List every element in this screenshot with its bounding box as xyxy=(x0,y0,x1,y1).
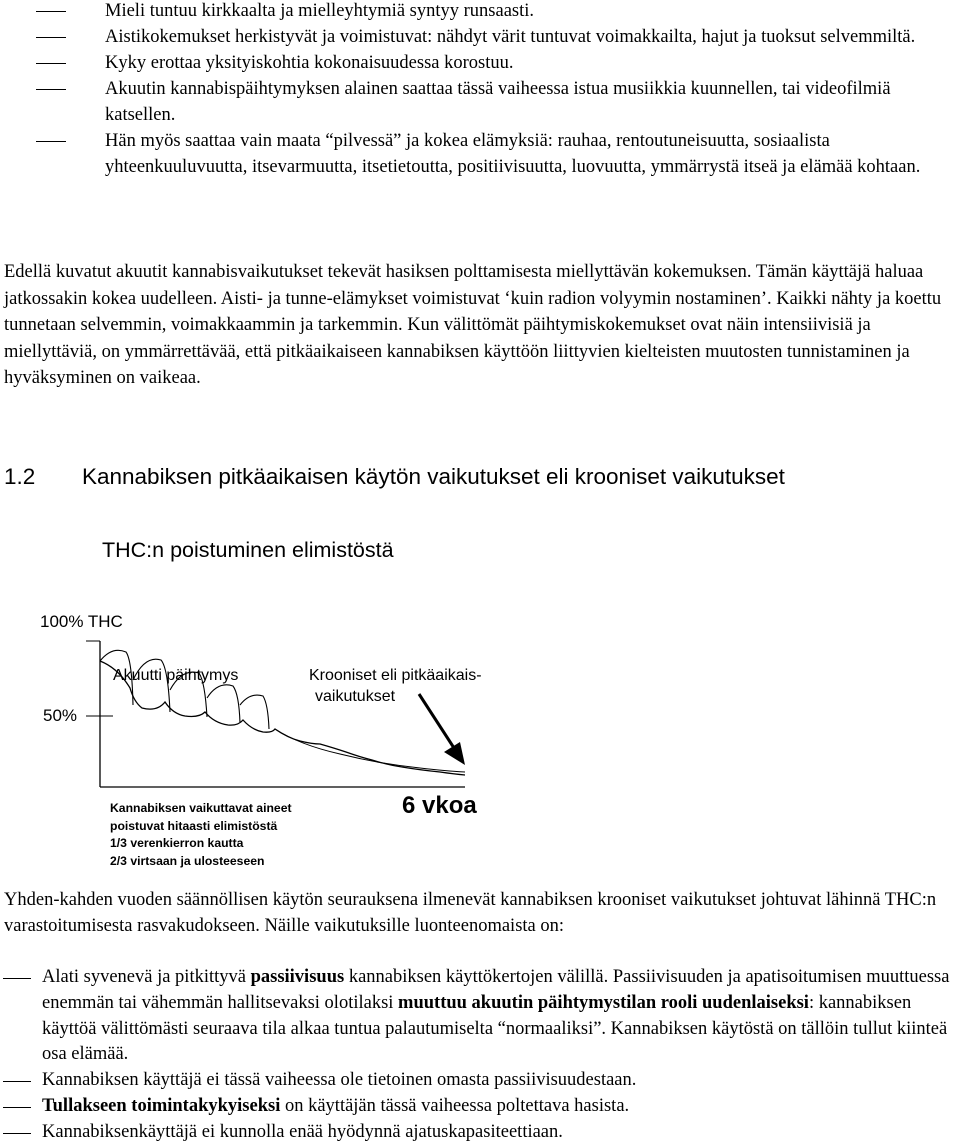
list-item xyxy=(0,1068,950,1094)
list-item-text: Aistikokemukset herkistyvät ja voimistuvat: nähdyt värit tuntuvat voimakkailta, hajut ja tuoksut selvemmiltä. xyxy=(105,27,916,47)
dash-bullet-icon xyxy=(3,1107,31,1108)
list-item xyxy=(0,76,950,128)
paragraph-acute-effects: Edellä kuvatut akuutit kannabisvaikutukset tekevät hasiksen polttamisesta miellyttävän kokemuksen. Tämän käyttäjä haluaa jatkossakin kokea uudelleen. Aisti- ja tunne-elämykset voimistuvat ‘kuin radion volyymin nostaminen’. Kaikki nähty ja koettu tunnetaan selvemmin, voimakkaammin ja tarkemmin. Kun välittömät päihtymiskokemukset ovat näin intensiivisiä ja miellyttäviä, on ymmärrettävää, että pitkäaikaiseen kannabiksen käyttöön liittyvien kielteisten muutosten tunnistaminen ja hyväksyminen on vaikeaa. xyxy=(4,262,942,388)
figure-title: THC:n poistuminen elimistöstä xyxy=(102,538,394,562)
dash-bullet-icon xyxy=(36,63,66,64)
list-item xyxy=(0,50,950,76)
dose-arc xyxy=(240,695,269,729)
dash-bullet-icon xyxy=(36,141,66,142)
list-item-text: Mieli tuntuu kirkkaalta ja mielleyhtymiä syntyy runsaasti. xyxy=(105,1,535,21)
label-50-percent: 50% xyxy=(43,706,78,725)
label-100-percent: 100% THC xyxy=(40,612,123,631)
list-item xyxy=(0,0,950,24)
list-item xyxy=(0,128,950,180)
list-item-text: Kyky erottaa yksityiskohtia kokonaisuudessa korostuu. xyxy=(105,53,514,73)
label-chronic-line1: Krooniset eli pitkäaikais- xyxy=(309,667,482,684)
list-item-text: kannabiksen käyttökertojen välillä. Passiivisuuden ja apatisoitumisen muuttuessa enemmän tai vähemmän hallitsevaksi olotilaksi xyxy=(42,967,950,1013)
chronic-effects-list xyxy=(0,965,950,1146)
figure-notes xyxy=(110,800,292,870)
list-item xyxy=(0,1120,950,1146)
list-item-text: Alati syvenevä ja pitkittyvä xyxy=(42,967,251,987)
effects-list xyxy=(0,0,950,180)
label-chronic-line2: vaikutukset xyxy=(315,688,396,705)
section-title: Kannabiksen pitkäaikaisen käytön vaikutukset eli krooniset vaikutukset xyxy=(82,464,785,489)
list-item-text: Hän myös saattaa vain maata “pilvessä” ja kokea elämyksiä: rauhaa, rentoutuneisuutta, sosiaalista yhteenkuuluvuutta, itsevarmuutta, itsetietoutta, positiivisuutta, luovuutta, ymmärrystä itseä ja elämää kohtaan. xyxy=(105,131,921,177)
dose-arc xyxy=(207,685,240,723)
thc-level-curve-2 xyxy=(275,729,465,772)
dash-bullet-icon xyxy=(3,978,31,979)
paragraph-chronic-intro: Yhden-kahden vuoden säännöllisen käytön seurauksena ilmenevät kannabiksen krooniset vaikutukset johtuvat lähinnä THC:n varastoitumisesta rasvakudokseen. Näille vaikutuksille luonteenomaista on: xyxy=(4,890,937,936)
list-item-text: Kannabiksen käyttäjä ei tässä vaiheessa ole tietoinen omasta passiivisuudestaan. xyxy=(42,1070,637,1091)
arrow-shaft xyxy=(419,694,454,748)
label-six-weeks: 6 vkoa xyxy=(402,792,477,819)
dash-bullet-icon xyxy=(3,1081,31,1082)
list-item-text: Akuutin kannabispäihtymyksen alainen saattaa tässä vaiheessa istua musiikkia kuunnellen, tai videofilmiä katsellen. xyxy=(105,79,891,125)
section-number: 1.2 xyxy=(4,464,36,489)
emphasis-text: muuttuu akuutin päihtymystilan rooli uudenlaiseksi xyxy=(398,992,809,1013)
emphasis-text: passiivisuus xyxy=(250,967,345,987)
list-item-text: Kannabiksenkäyttäjä ei kunnolla enää hyödynnä ajatuskapasiteettiaan. xyxy=(42,1121,563,1142)
list-item xyxy=(0,965,950,1068)
figure-note: 2/3 virtsaan ja ulosteeseen xyxy=(110,853,265,868)
figure-note: 1/3 verenkierron kautta xyxy=(110,836,244,850)
list-item xyxy=(0,1094,950,1120)
figure-note: Kannabiksen vaikuttavat aineet xyxy=(110,801,292,815)
dash-bullet-icon xyxy=(3,1133,31,1134)
label-acute-intoxication: Akuutti päihtymys xyxy=(113,667,239,684)
dash-bullet-icon xyxy=(36,11,66,12)
dash-bullet-icon xyxy=(36,37,66,38)
list-item xyxy=(0,24,950,50)
emphasis-text: Tullakseen toimintakykyiseksi xyxy=(42,1095,281,1116)
dash-bullet-icon xyxy=(36,89,66,90)
figure-note: poistuvat hitaasti elimistöstä xyxy=(110,818,278,833)
dose-arcs xyxy=(100,650,269,729)
arrow-head-icon xyxy=(444,742,465,765)
list-item-text: : kannabiksen käyttöä välittömästi seuraava tila alkaa tuntua palautumiselta “normaaliksi”. Kannabiksen käytöstä on tällöin tullut kiinteä osa elämää. xyxy=(42,992,948,1065)
list-item-text: on käyttäjän tässä vaiheessa poltettava hasista. xyxy=(280,1095,630,1116)
section-heading xyxy=(4,463,785,491)
